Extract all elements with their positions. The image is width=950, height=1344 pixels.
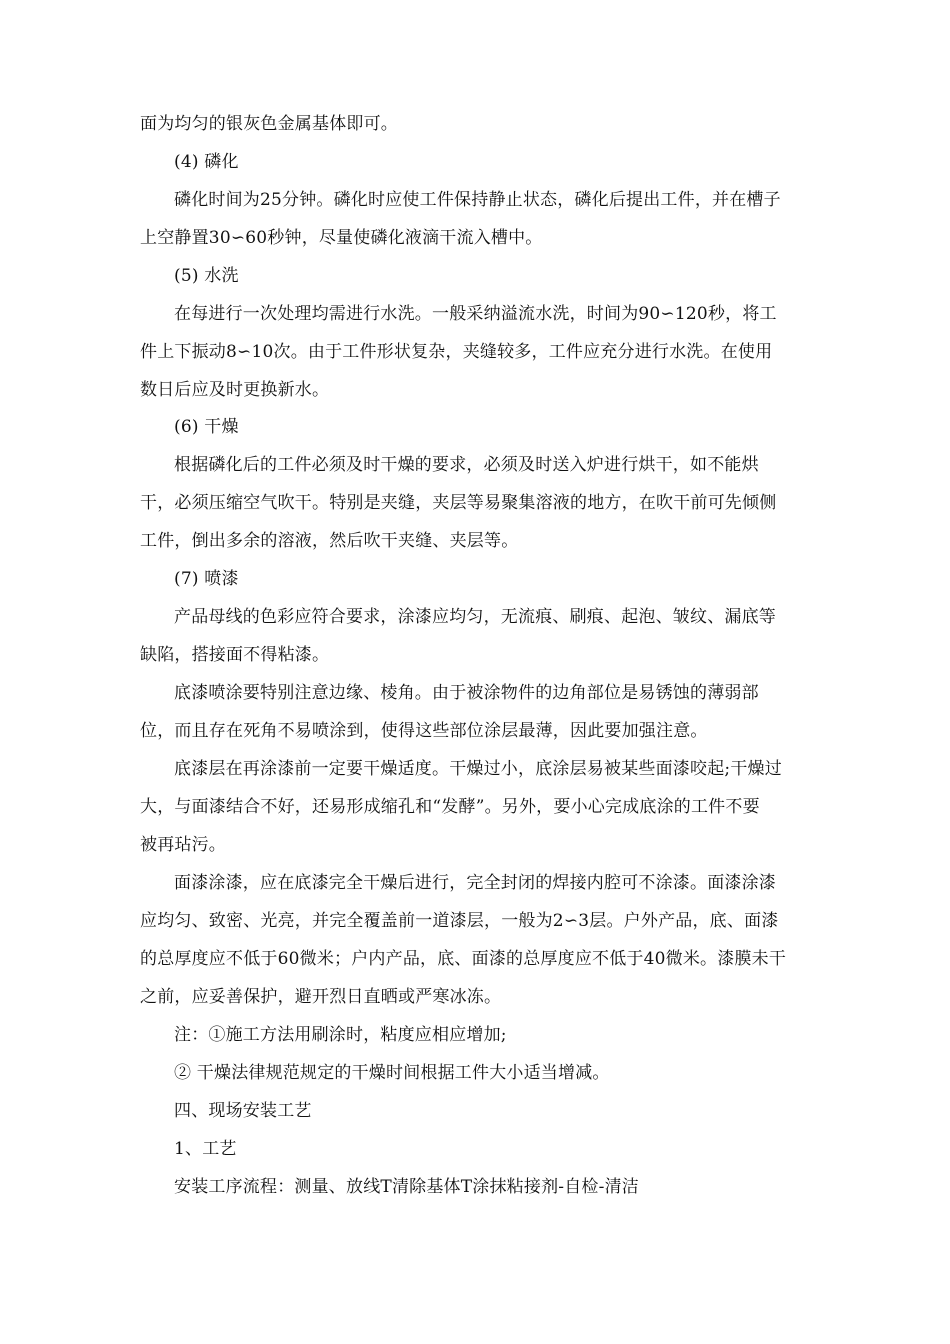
text-line: 根据磷化后的工件必须及时干燥的要求，必须及时送入炉进行烘干，如不能烘: [174, 455, 759, 475]
text-line: 在每进行一次处理均需进行水洗。一般采纳溢流水洗，时间为90∽120秒，将工: [174, 304, 777, 324]
text-line: 干，必须压缩空气吹干。特别是夹缝，夹层等易聚集溶液的地方，在吹干前可先倾侧: [140, 493, 777, 513]
text-line: 磷化时间为25分钟。磷化时应使工件保持静止状态，磷化后提出工件，并在槽子: [174, 190, 781, 210]
text-line: 底漆喷涂要特别注意边缘、棱角。由于被涂物件的边角部位是易锈蚀的薄弱部: [174, 683, 759, 703]
text-line: 之前，应妥善保护，避开烈日直晒或严寒冰冻。: [140, 987, 502, 1007]
section-heading-phosphating: (4) 磷化: [174, 152, 239, 172]
text-line: 位，而且存在死角不易喷涂到，使得这些部位涂层最薄，因此要加强注意。: [140, 721, 708, 741]
text-line: 安装工序流程：测量、放线T清除基体T涂抹粘接剂-自检-清洁: [174, 1177, 639, 1197]
text-line: 底漆层在再涂漆前一定要干燥适度。干燥过小，底涂层易被某些面漆咬起;干燥过: [174, 759, 782, 779]
note-line: ② 干燥法律规范规定的干燥时间根据工件大小适当增减。: [174, 1063, 610, 1083]
text-line: 被再玷污。: [140, 835, 226, 855]
section-heading-washing: (5) 水洗: [174, 266, 239, 286]
text-line: 面漆涂漆，应在底漆完全干燥后进行，完全封闭的焊接内腔可不涂漆。面漆涂漆: [174, 873, 776, 893]
section-heading-painting: (7) 喷漆: [174, 569, 239, 589]
text-line: 面为均匀的银灰色金属基体即可。: [140, 114, 398, 134]
section-heading-installation: 四、现场安装工艺: [174, 1101, 312, 1121]
section-heading-drying: (6) 干燥: [174, 417, 239, 437]
note-line: 注：①施工方法用刷涂时，粘度应相应增加;: [174, 1025, 507, 1045]
text-line: 大，与面漆结合不好，还易形成缩孔和“发酵”。另外，要小心完成底涂的工件不要: [140, 797, 760, 817]
text-line: 上空静置30∽60秒钟，尽量使磷化液滴干流入槽中。: [140, 228, 543, 248]
text-line: 应均匀、致密、光亮，并完全覆盖前一道漆层，一般为2∽3层。户外产品，底、面漆: [140, 911, 779, 931]
text-line: 数日后应及时更换新水。: [140, 380, 330, 400]
text-line: 产品母线的色彩应符合要求，涂漆应均匀，无流痕、刷痕、起泡、皱纹、漏底等: [174, 607, 776, 627]
text-line: 件上下振动8∽10次。由于工件形状复杂，夹缝较多，工件应充分进行水洗。在使用: [140, 342, 773, 362]
text-line: 工件，倒出多余的溶液，然后吹干夹缝、夹层等。: [140, 531, 519, 551]
subsection-heading-process: 1、工艺: [174, 1139, 237, 1159]
text-line: 缺陷，搭接面不得粘漆。: [140, 645, 330, 665]
text-line: 的总厚度应不低于60微米；户内产品，底、面漆的总厚度应不低于40微米。漆膜未干: [140, 949, 787, 969]
